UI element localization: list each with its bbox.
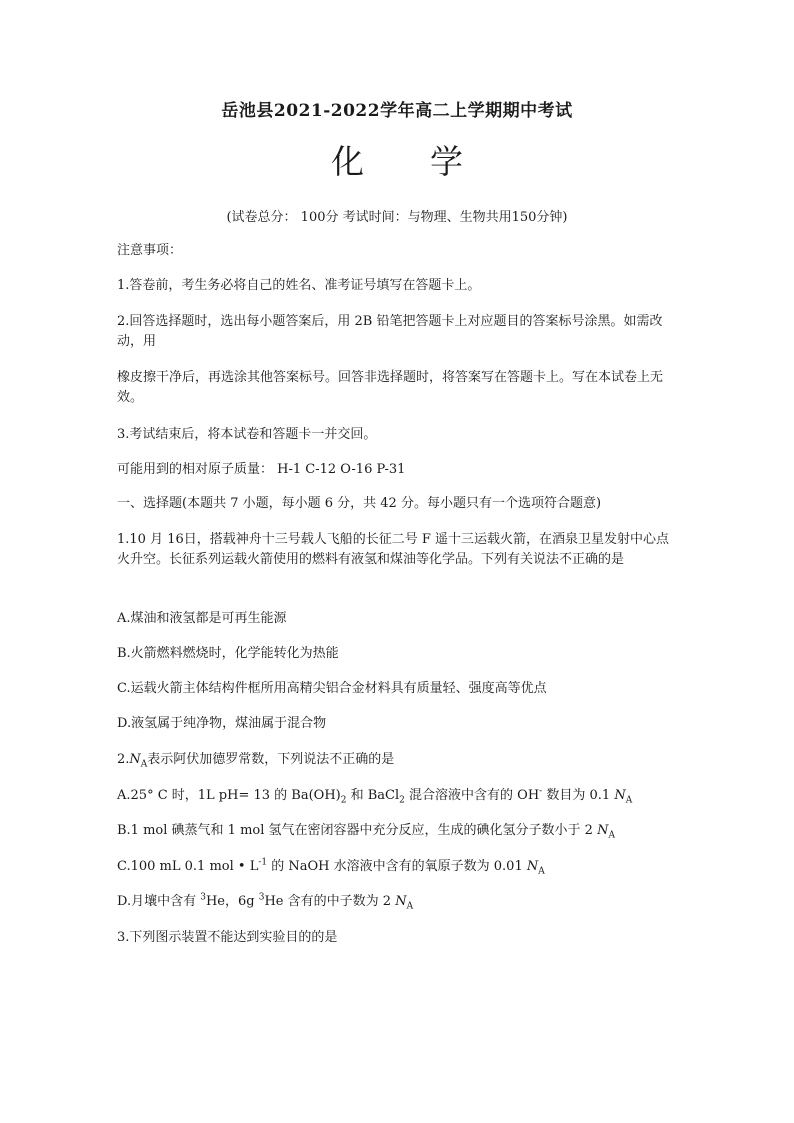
q2a-text-3: 混合溶液中含有的 OH (404, 788, 540, 803)
section-title: 一、选择题(本题共 7 小题，每小题 6 分，共 42 分。每小题只有一个选项符合题意) (117, 496, 602, 511)
q2-stem (117, 750, 682, 770)
q1-option-b: B.火箭燃料燃烧时，化学能转化为热能 (117, 646, 339, 661)
note-2b: 橡皮擦干净后，再选涂其他答案标号。回答非选择题时，将答案写在答题卡上。写在本试卷上无效。 (117, 370, 664, 405)
subject-title (0, 136, 794, 183)
avogadro-symbol: N (129, 752, 141, 767)
q2c-text-1: C.100 mL 0.1 mol • L (117, 859, 259, 874)
q1-option-d: D.液氢属于纯净物，煤油属于混合物 (117, 716, 327, 731)
exam-meta: (试卷总分： 100分 考试时间：与物理、生物共用150分钟) (226, 210, 568, 225)
q2a-sub-1: 2 (340, 795, 347, 806)
q2b-text: B.1 mol 碘蒸气和 1 mol 氢气在密闭容器中充分反应，生成的碘化氢分子数小于 2 (117, 823, 593, 838)
q2d-text-2: He，6g (205, 894, 259, 909)
q2-option-d (117, 892, 682, 912)
subject-char-2: 学 (430, 142, 463, 181)
q2d-sup-1: 3 (200, 892, 206, 903)
notes-heading: 注意事项： (117, 243, 183, 258)
q3-stem: 3.下列图示装置不能达到实验目的的是 (117, 930, 338, 945)
avogadro-subscript: A (140, 759, 148, 770)
q2a-sub-2: 2 (399, 795, 405, 806)
q2-number: 2. (117, 752, 130, 767)
q2d-na-sub: A (406, 901, 414, 912)
q2-option-c (117, 857, 682, 877)
note-1: 1.答卷前，考生务必将自己的姓名、准考证号填写在答题卡上。 (117, 278, 481, 293)
q1-option-a: A.煤油和液氢都是可再生能源 (117, 611, 287, 626)
atomic-mass-note: 可能用到的相对原子质量： H-1 C-12 O-16 P-31 (117, 462, 406, 477)
q2a-sup: - (539, 786, 543, 797)
note-2a: 2.回答选择题时，选出每小题答案后，用 2B 铅笔把答题卡上对应题目的答案标号涂黑。如需改动，用 (117, 314, 663, 349)
q2a-text-4: 数目为 0.1 (542, 788, 611, 803)
q2a-text-1: A.25° C 时，1L pH= 13 的 Ba(OH) (117, 788, 341, 803)
q2-stem-text: 表示阿伏加德罗常数，下列说法不正确的是 (147, 752, 395, 767)
q2c-na: N (526, 859, 539, 874)
q2-option-b (117, 821, 682, 841)
exam-title: 岳池县2021-2022学年高二上学期期中考试 (221, 101, 573, 121)
q2a-na: N (614, 788, 626, 803)
q2c-na-sub: A (538, 866, 545, 877)
q2a-na-sub: A (625, 795, 633, 806)
q1-stem: 1.10 月 16日，搭载神舟十三号载人飞船的长征二号 F 遥十三运载火箭，在酒泉卫星发射中心点火升空。长征系列运载火箭使用的燃料有液氢和煤油等化学品。下列有关说法不正确的是 (117, 532, 670, 567)
q2a-text-2: 和 BaCl (346, 788, 400, 803)
q2d-text-3: He 含有的中子数为 2 (264, 894, 392, 909)
q2c-sup: -1 (258, 857, 268, 868)
q2b-na-sub: A (608, 830, 615, 841)
q2d-text-1: D.月壤中含有 (117, 894, 201, 909)
q2d-sup-2: 3 (258, 892, 265, 903)
q2d-na: N (395, 894, 407, 909)
q1-option-c: C.运载火箭主体结构件框所用高精尖铝合金材料具有质量轻、强度高等优点 (117, 681, 547, 696)
note-3: 3.考试结束后，将本试卷和答题卡一并交回。 (117, 427, 377, 442)
q2-option-a (117, 786, 682, 806)
q2b-na: N (597, 823, 609, 838)
q2c-text-2: 的 NaOH 水溶液中含有的氧原子数为 0.01 (267, 859, 523, 874)
subject-char-1: 化 (331, 142, 364, 181)
